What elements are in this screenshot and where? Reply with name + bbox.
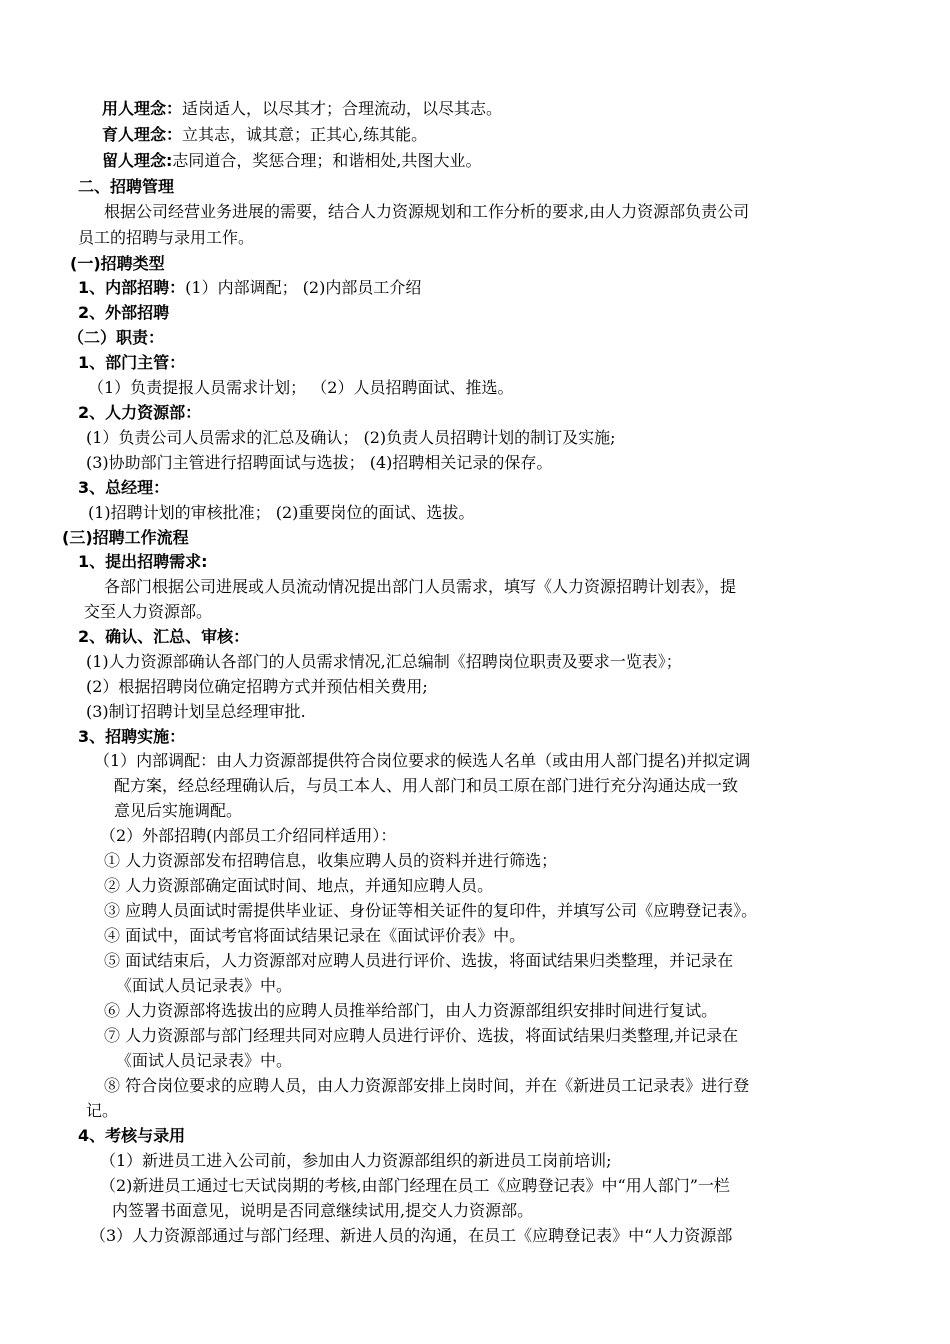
retain-philosophy <box>102 150 482 172</box>
external-item-8-line-2: 记。 <box>86 1101 119 1120</box>
external-item-6: ⑥ 人力资源部将选拔出的应聘人员推举给部门，由人力资源部组织安排时间进行复试。 <box>104 1001 718 1020</box>
train-philosophy <box>102 124 427 146</box>
external-recruitment: 2、外部招聘 <box>78 303 170 322</box>
train-label: 育人理念： <box>102 125 183 144</box>
step3-label: 3、招聘实施： <box>78 727 186 746</box>
employ-label: 用人理念： <box>102 99 183 118</box>
retain-text: 志同道合，奖惩合理；和谐相处,共图大业。 <box>172 151 482 170</box>
process-title: (三)招聘工作流程 <box>62 528 189 547</box>
hr-dept-text-2: (3)协助部门主管进行招聘面试与选拔； (4)招聘相关记录的保存。 <box>86 453 553 472</box>
step1-text-2: 交至人力资源部。 <box>84 602 213 621</box>
step3-internal-3: 意见后实施调配。 <box>114 801 243 820</box>
internal-recruitment <box>78 277 421 299</box>
duties-title: （二）职责： <box>68 328 165 347</box>
step4-text-4: （3）人力资源部通过与部门经理、新进人员的沟通，在员工《应聘登记表》中“人力资源部 <box>90 1226 733 1245</box>
step3-internal-2: 配方案，经总经理确认后，与员工本人、用人部门和员工原在部门进行充分沟通达成一致 <box>114 776 739 795</box>
step2-label: 2、确认、汇总、审核： <box>78 627 250 646</box>
dept-head-text: （1）负责提报人员需求计划； （2）人员招聘面试、推选。 <box>88 378 514 397</box>
internal-label: 1、内部招聘： <box>78 278 186 297</box>
gm-text: (1)招聘计划的审核批准； (2)重要岗位的面试、选拔。 <box>88 503 475 522</box>
employ-philosophy <box>102 98 502 120</box>
hr-dept-label: 2、人力资源部： <box>78 403 202 422</box>
section-title-recruitment: 二、招聘管理 <box>78 177 175 196</box>
section-intro-line-1: 根据公司经营业务进展的需要，结合人力资源规划和工作分析的要求,由人力资源部负责公司 <box>104 202 750 221</box>
external-item-8-line-1: ⑧ 符合岗位要求的应聘人员，由人力资源部安排上岗时间，并在《新进员工记录表》进行登 <box>104 1076 750 1095</box>
step3-internal-1: （1）内部调配：由人力资源部提供符合岗位要求的候选人名单（或由用人部门提名)并拟定调 <box>94 751 751 770</box>
step4-text-1: （1）新进员工进入公司前，参加由人力资源部组织的新进员工岗前培训; <box>100 1151 612 1170</box>
section-intro-line-2: 员工的招聘与录用工作。 <box>78 228 255 247</box>
step1-text-1: 各部门根据公司进展或人员流动情况提出部门人员需求，填写《人力资源招聘计划表》，提 <box>104 577 737 596</box>
hr-dept-text-1: (1）负责公司人员需求的汇总及确认； (2)负责人员招聘计划的制订及实施; <box>86 428 616 447</box>
external-item-5-line-1: ⑤ 面试结束后，人力资源部对应聘人员进行评价、选拔，将面试结果归类整理，并记录在 <box>104 951 734 970</box>
employ-text: 适岗适人，以尽其才；合理流动，以尽其志。 <box>182 99 503 118</box>
external-item-7-line-2: 《面试人员记录表》中。 <box>116 1051 293 1070</box>
external-item-4: ④ 面试中，面试考官将面试结果记录在《面试评价表》中。 <box>104 926 526 945</box>
step3-external: （2）外部招聘(内部员工介绍同样适用）： <box>100 826 397 845</box>
external-item-2: ② 人力资源部确定面试时间、地点，并通知应聘人员。 <box>104 876 494 895</box>
step1-label: 1、提出招聘需求: <box>78 552 208 571</box>
external-item-3: ③ 应聘人员面试时需提供毕业证、身份证等相关证件的复印件，并填写公司《应聘登记表》。 <box>104 901 758 920</box>
retain-label: 留人理念: <box>102 151 173 170</box>
gm-label: 3、总经理： <box>78 478 170 497</box>
dept-head-label: 1、部门主管： <box>78 353 186 372</box>
step4-label: 4、考核与录用 <box>78 1126 186 1145</box>
external-item-7-line-1: ⑦ 人力资源部与部门经理共同对应聘人员进行评价、选拔，将面试结果归类整理,并记录在 <box>104 1026 739 1045</box>
types-title: (一)招聘类型 <box>70 254 165 273</box>
step2-text-3: (3)制订招聘计划呈总经理审批. <box>86 702 306 721</box>
external-item-1: ① 人力资源部发布招聘信息，收集应聘人员的资料并进行筛选； <box>104 851 558 870</box>
step2-text-1: (1)人力资源部确认各部门的人员需求情况,汇总编制《招聘岗位职责及要求一览表》； <box>86 652 682 671</box>
step4-text-3: 内签署书面意见，说明是否同意继续试用,提交人力资源部。 <box>112 1201 534 1220</box>
step4-text-2: （2)新进员工通过七天试岗期的考核,由部门经理在员工《应聘登记表》中“用人部门”一栏 <box>100 1176 730 1195</box>
train-text: 立其志，诚其意；正其心,练其能。 <box>182 125 428 144</box>
external-item-5-line-2: 《面试人员记录表》中。 <box>116 976 293 995</box>
step2-text-2: (2）根据招聘岗位确定招聘方式并预估相关费用; <box>86 677 428 696</box>
internal-text: (1）内部调配； (2)内部员工介绍 <box>185 278 422 297</box>
